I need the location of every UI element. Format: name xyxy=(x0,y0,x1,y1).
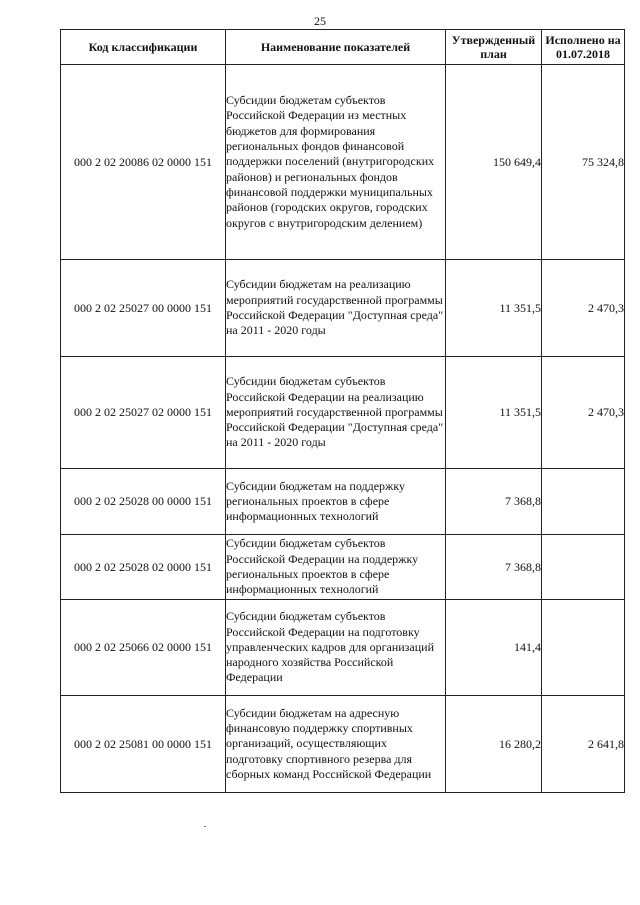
row-plan: 11 351,5 xyxy=(446,357,542,469)
header-code: Код классификации xyxy=(61,30,226,65)
row-done: 2 470,3 xyxy=(542,357,625,469)
header-done: Исполнено на 01.07.2018 xyxy=(542,30,625,65)
row-plan: 11 351,5 xyxy=(446,260,542,357)
scan-speck xyxy=(204,826,206,827)
row-code: 000 2 02 25027 00 0000 151 xyxy=(61,260,226,357)
header-name: Наименование показателей xyxy=(226,30,446,65)
row-plan: 16 280,2 xyxy=(446,696,542,793)
table-row xyxy=(61,260,625,357)
row-code: 000 2 02 25028 00 0000 151 xyxy=(61,469,226,535)
row-name: Субсидии бюджетам субъектов Российской Федерации из местных бюджетов для формирования региональных фондов финансовой поддержки поселений (внутригородских районов) и региональных фондов финансовой поддержки муниципальных районов (городских округов, городских округов с внутригородским делением) xyxy=(226,65,446,260)
row-code: 000 2 02 25066 02 0000 151 xyxy=(61,600,226,696)
row-name: Субсидии бюджетам субъектов Российской Федерации на подготовку управленческих кадров для организаций народного хозяйства Российской Федерации xyxy=(226,600,446,696)
row-name: Субсидии бюджетам на адресную финансовую поддержку спортивных организаций, осуществляющих подготовку спортивного резерва для сборных команд Российской Федерации xyxy=(226,696,446,793)
row-plan: 141,4 xyxy=(446,600,542,696)
row-code: 000 2 02 25028 02 0000 151 xyxy=(61,535,226,600)
row-plan: 150 649,4 xyxy=(446,65,542,260)
row-done: 2 470,3 xyxy=(542,260,625,357)
row-code: 000 2 02 25027 02 0000 151 xyxy=(61,357,226,469)
table-row xyxy=(61,696,625,793)
row-name: Субсидии бюджетам субъектов Российской Федерации на поддержку региональных проектов в сфере информационных технологий xyxy=(226,535,446,600)
table-row xyxy=(61,469,625,535)
row-done: 75 324,8 xyxy=(542,65,625,260)
row-done xyxy=(542,469,625,535)
row-done: 2 641,8 xyxy=(542,696,625,793)
row-plan: 7 368,8 xyxy=(446,469,542,535)
row-done xyxy=(542,535,625,600)
table-row xyxy=(61,600,625,696)
row-plan: 7 368,8 xyxy=(446,535,542,600)
row-name: Субсидии бюджетам на поддержку региональных проектов в сфере информационных технологий xyxy=(226,469,446,535)
row-done xyxy=(542,600,625,696)
table-row xyxy=(61,357,625,469)
row-code: 000 2 02 20086 02 0000 151 xyxy=(61,65,226,260)
header-plan: Утвержденный план xyxy=(446,30,542,65)
row-name: Субсидии бюджетам субъектов Российской Федерации на реализацию мероприятий государственной программы Российской Федерации "Доступная среда" на 2011 - 2020 годы xyxy=(226,357,446,469)
page-number: 25 xyxy=(314,14,326,28)
budget-table xyxy=(60,29,625,793)
table-row xyxy=(61,65,625,260)
row-name: Субсидии бюджетам на реализацию мероприятий государственной программы Российской Федерации "Доступная среда" на 2011 - 2020 годы xyxy=(226,260,446,357)
table-header-row xyxy=(61,30,625,65)
row-code: 000 2 02 25081 00 0000 151 xyxy=(61,696,226,793)
table-row xyxy=(61,535,625,600)
